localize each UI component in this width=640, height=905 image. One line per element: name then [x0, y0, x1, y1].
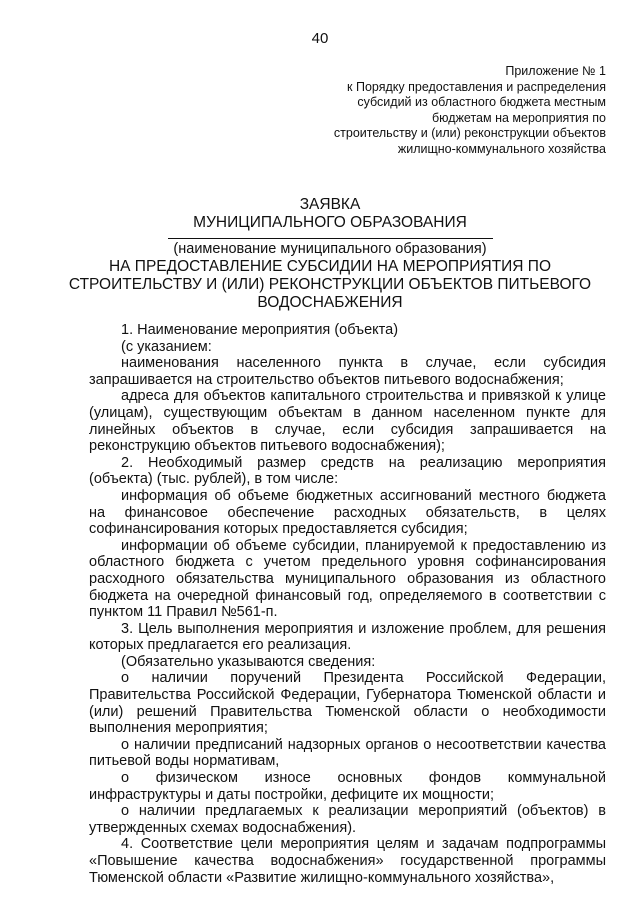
title-line: МУНИЦИПАЛЬНОГО ОБРАЗОВАНИЯ	[193, 214, 467, 231]
title-line: НА ПРЕДОСТАВЛЕНИЕ СУБСИДИИ НА МЕРОПРИЯТИЯ ПО	[108, 258, 552, 275]
paragraph: наименования населенного пункта в случае, если субсидия запрашивается на строительство объектов питьевого водоснабжения;	[89, 355, 606, 388]
paragraph: информация об объеме бюджетных ассигнований местного бюджета на финансовое обеспечение расходных обязательств, в целях софинансирования которых предоставляется субсидия;	[89, 487, 606, 538]
paragraph: о физическом износе основных фондов коммунальной инфраструктуры и даты постройки, дефиците их мощности;	[89, 770, 606, 803]
paragraph: о наличии поручений Президента Российской Федерации, Правительства Российской Федерации, Губернатора Тюменской области и (или) решений Правительства Тюменской области о необходимости выполнения мероприятия;	[89, 670, 606, 737]
paragraph: (Обязательно указываются сведения:	[121, 653, 376, 670]
appendix-line: Приложение № 1	[505, 64, 606, 78]
document-title	[60, 196, 600, 312]
paragraph: 2. Необходимый размер средств на реализацию мероприятия (объекта) (тыс. рублей), в том числе:	[89, 454, 606, 488]
appendix-line: к Порядку предоставления и распределения	[347, 79, 606, 94]
paragraph: адреса для объектов капитального строительства и привязкой к улице (улицам), существующим объектам в данном населенном пункте для линейных объектов в случае, если субсидия запрашивается на реконструкцию объектов питьевого водоснабжения);	[89, 388, 606, 455]
title-line: ВОДОСНАБЖЕНИЯ	[257, 294, 403, 311]
paragraph: (с указанием:	[121, 338, 212, 355]
title-line: СТРОИТЕЛЬСТВУ И (ИЛИ) РЕКОНСТРУКЦИИ ОБЪЕКТОВ ПИТЬЕВОГО	[68, 276, 592, 293]
paragraph: 4. Соответствие цели мероприятия целям и задачам подпрограммы «Повышение качества водоснабжения» государственной программы Тюменской области «Развитие жилищно-коммунального хозяйства»,	[89, 836, 606, 886]
paragraph: 1. Наименование мероприятия (объекта)	[121, 322, 399, 338]
paragraph: 3. Цель выполнения мероприятия и изложение проблем, для решения которых предлагается его реализация.	[89, 620, 606, 654]
paragraph: о наличии предлагаемых к реализации мероприятий (объектов) в утвержденных схемах водоснабжения).	[89, 803, 606, 836]
appendix-line: бюджетам на мероприятия по	[432, 110, 606, 125]
paragraph: о наличии предписаний надзорных органов о несоответствии качества питьевой воды нормативам,	[89, 736, 606, 770]
page-number: 40	[311, 30, 329, 47]
appendix-line: субсидий из областного бюджета местным	[357, 95, 606, 109]
appendix-line: строительству и (или) реконструкции объектов	[333, 126, 606, 140]
paragraph: информации об объеме субсидии, планируемой к предоставлению из областного бюджета с учетом предельного уровня софинансирования расходного обязательства муниципального образования из областного бюджета на очередной финансовый год, определяемого в соответствии с пунктом 11 Правил №561-п.	[89, 537, 606, 621]
appendix-note	[316, 64, 606, 157]
appendix-line: жилищно-коммунального хозяйства	[397, 141, 606, 156]
document-body	[89, 322, 606, 886]
title-line: ЗАЯВКА	[299, 196, 361, 213]
municipality-name-caption: (наименование муниципального образования)	[168, 238, 493, 258]
